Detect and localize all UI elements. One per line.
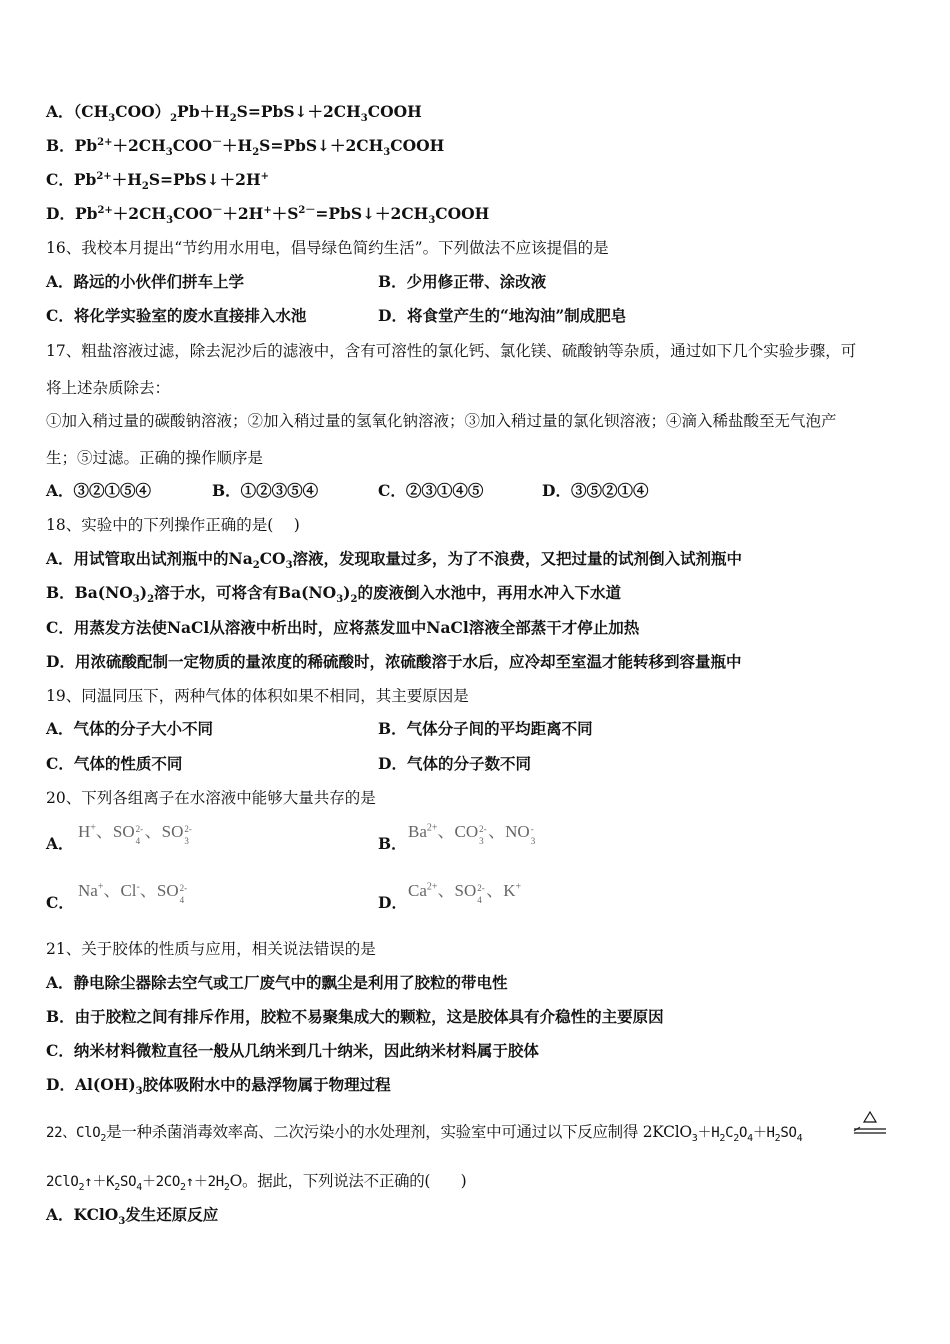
q22-option-a: A．KClO$_3$发生还原反应 — [46, 1205, 219, 1228]
q19-option-c: C．气体的性质不同 — [46, 754, 183, 773]
q17-stem-line4: 生；⑤过滤。正确的操作顺序是 — [46, 449, 264, 467]
q18-option-b: B．$Ba(NO_3)_2$溶于水，可将含有$Ba(NO_3)_2$的废液倒入水池中，再用水冲入下水道 — [46, 583, 621, 606]
q16-option-b: B．少用修正带、涂改液 — [378, 272, 547, 291]
q18-option-a: A．用试管取出试剂瓶中的$Na_2CO_3$溶液，发现取量过多，为了不浪费，又把过量的试剂倒入试剂瓶中 — [46, 549, 743, 572]
q17-option-b: B．①②③⑤④ — [212, 481, 319, 500]
q16-options-cd — [46, 306, 627, 326]
q19-option-a: A．气体的分子大小不同 — [46, 719, 214, 738]
q21-option-d: D．$Al(OH)_3$胶体吸附水中的悬浮物属于物理过程 — [46, 1075, 391, 1098]
q16-option-a: A．路远的小伙伴们拼车上学 — [46, 272, 245, 291]
q20-option-a-ions: H+、SO 2- 4 、SO 2- 3 — [78, 822, 192, 846]
q15-option-d: D．$Pb^{2+}+2CH_3COO^-+2H^++S^{2-}=PbS↓+2CH_3COOH$ — [46, 204, 490, 227]
q22-stem-line1: 22、ClO$_2$是一种杀菌消毒效率高、二次污染小的水处理剂，实验室中可通过以下反应制得 $2KClO_3+H_2C_2O_4+H_2SO_4$ — [46, 1123, 803, 1144]
q21-stem: 21、关于胶体的性质与应用，相关说法错误的是 — [46, 940, 376, 958]
q20-option-d-label: D． — [378, 893, 407, 912]
q15-option-c: C．$Pb^{2+}+H_2S=PbS↓+2H^+$ — [46, 170, 269, 193]
q16-options-ab — [46, 272, 547, 292]
heat-reaction-arrow-icon — [852, 1110, 888, 1140]
q17-stem-line2: 将上述杂质除去： — [46, 379, 171, 397]
q21-option-b: B．由于胶粒之间有排斥作用，胶粒不易聚集成大的颗粒，这是胶体具有介稳性的主要原因 — [46, 1007, 664, 1026]
q18-stem: 18、实验中的下列操作正确的是( ) — [46, 516, 300, 534]
q17-stem-line3: ①加入稍过量的碳酸钠溶液；②加入稍过量的氢氧化钠溶液；③加入稍过量的氯化钡溶液；④滴入稀盐酸至无气泡产 — [46, 412, 837, 430]
q16-option-c: C．将化学实验室的废水直接排入水池 — [46, 306, 307, 325]
q21-option-a: A．静电除尘器除去空气或工厂废气中的飘尘是利用了胶粒的带电性 — [46, 973, 508, 992]
q20-option-c-label: C． — [46, 893, 74, 912]
q20-option-d-ions: $Ca^{2+}$、SO 2- 4 、K+ — [408, 881, 522, 905]
q20-stem: 20、下列各组离子在水溶液中能够大量共存的是 — [46, 789, 376, 807]
q17-stem-line1: 17、粗盐溶液过滤，除去泥沙后的滤液中，含有可溶性的氯化钙、氯化镁、硫酸钠等杂质，通过如下几个实验步骤，可 — [46, 342, 857, 360]
q20-option-a-label: A． — [46, 834, 74, 853]
q19-option-b: B．气体分子间的平均距离不同 — [378, 719, 593, 738]
q15-option-b: B．$Pb^{2+}+2CH_3COO^-+H_2S=PbS↓+2CH_3COOH$ — [46, 136, 445, 159]
q17-option-d: D．③⑤②①④ — [542, 481, 649, 500]
q19-stem: 19、同温同压下，两种气体的体积如果不相同，其主要原因是 — [46, 687, 469, 705]
q15-option-a: A．$(CH_3COO)_2Pb+H_2S=PbS↓+2CH_3COOH$ — [46, 102, 422, 125]
q20-option-c-ions: Na+、Cl-、SO 2- 4 — [78, 881, 188, 905]
q19-options-cd — [46, 754, 531, 774]
q20-option-b-ions: $Ba^{2+}$、CO 2- 3 、NO - 3 — [408, 822, 536, 846]
q16-option-d: D．将食堂产生的“地沟油”制成肥皂 — [378, 306, 627, 325]
q16-stem: 16、我校本月提出“节约用水用电，倡导绿色简约生活”。下列做法不应该提倡的是 — [46, 239, 609, 257]
q19-options-ab — [46, 719, 593, 739]
q17-option-a: A．③②①⑤④ — [46, 481, 152, 500]
q20-option-b-label: B． — [378, 834, 407, 853]
q19-option-d: D．气体的分子数不同 — [378, 754, 531, 773]
q22-stem-line2: $2ClO_2↑+K_2SO_4+2CO_2↑+2H_2O$。据此，下列说法不正确的( ) — [46, 1172, 467, 1193]
q18-option-c: C．用蒸发方法使NaCl从溶液中析出时，应将蒸发皿中NaCl溶液全部蒸干才停止加热 — [46, 618, 640, 637]
q21-option-c: C．纳米材料微粒直径一般从几纳米到几十纳米，因此纳米材料属于胶体 — [46, 1041, 539, 1060]
q18-option-d: D．用浓硫酸配制一定物质的量浓度的稀硫酸时，浓硫酸溶于水后，应冷却至室温才能转移到容量瓶中 — [46, 652, 742, 671]
q17-option-c: C．②③①④⑤ — [378, 481, 484, 500]
